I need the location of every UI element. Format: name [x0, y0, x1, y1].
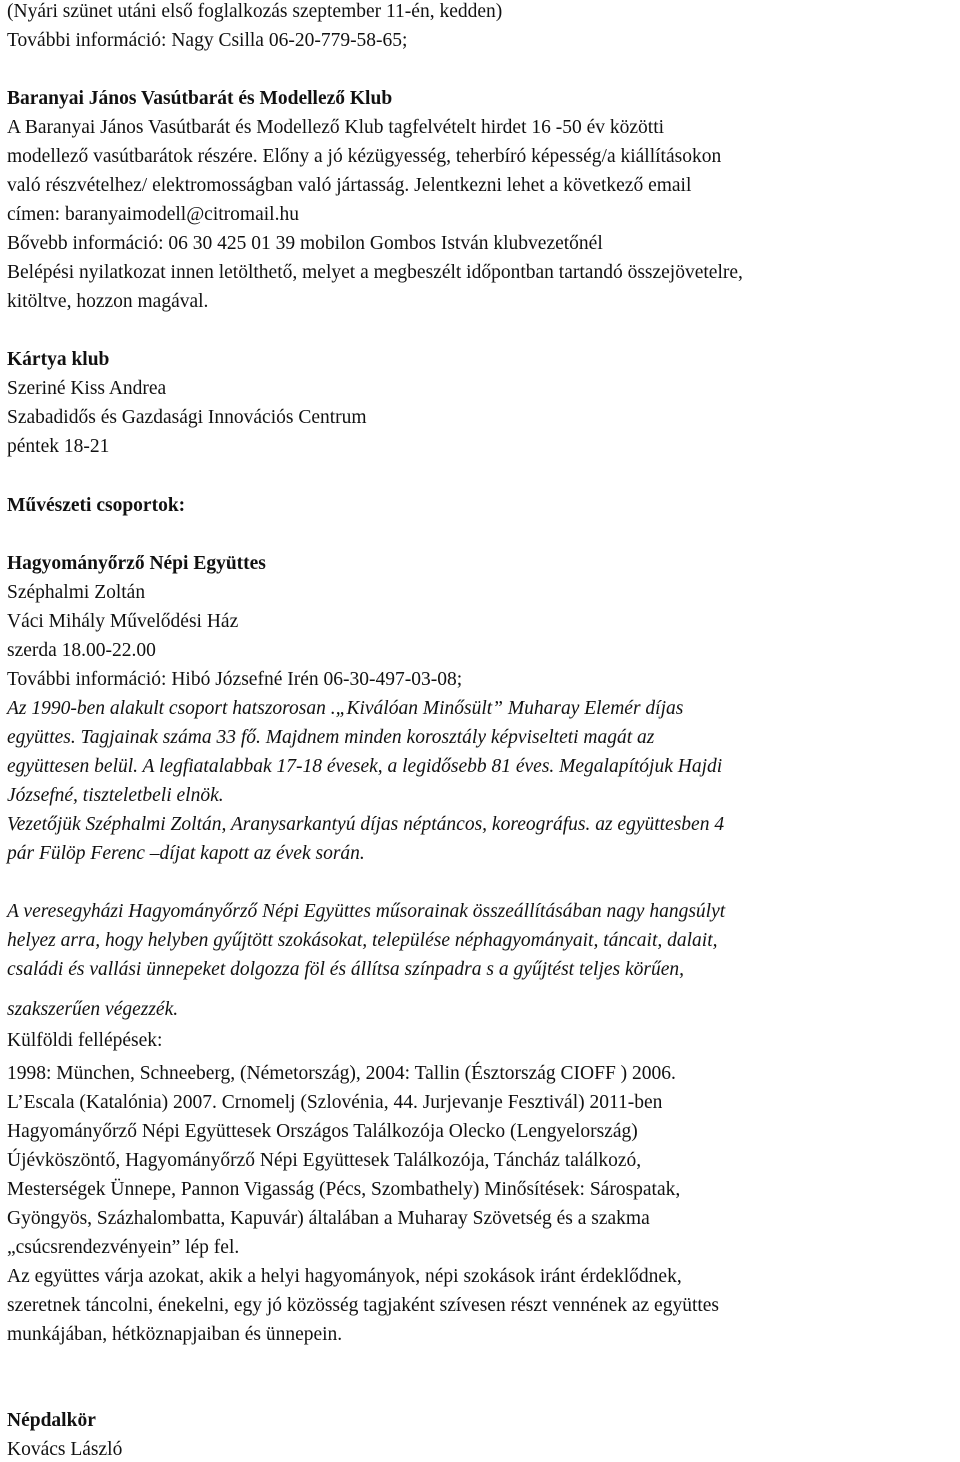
italic-line: A veresegyházi Hagyományőrző Népi Együttes műsorainak összeállításában nagy hangsúlyt: [7, 901, 726, 922]
italic-line: szakszerűen végezzék.: [7, 999, 179, 1020]
paragraph-line: L’Escala (Katalónia) 2007. Crnomelj (Szlovénia, 44. Jurjevanje Fesztivál) 2011-ben: [7, 1092, 663, 1113]
italic-line: Vezetőjük Széphalmi Zoltán, Aranysarkantyú díjas néptáncos, koreográfus. az együttesben 4: [7, 814, 725, 835]
paragraph-line: Az együttes várja azokat, akik a helyi hagyományok, népi szokások iránt érdeklődnek,: [7, 1266, 682, 1287]
paragraph-line: Belépési nyilatkozat innen letölthető, melyet a megbeszélt időpontban tartandó összejövetelre,: [7, 262, 743, 283]
paragraph-line: A Baranyai János Vasútbarát és Modellező Klub tagfelvételt hirdet 16 -50 év közötti: [7, 117, 665, 138]
paragraph-line: Váci Mihály Művelődési Ház: [7, 611, 239, 632]
section-heading-folk-song-circle: Népdalkör: [7, 1410, 96, 1431]
italic-line: helyez arra, hogy helyben gyűjtött szokásokat, települése néphagyományait, táncait, dalait,: [7, 930, 718, 951]
paragraph-line: péntek 18-21: [7, 436, 110, 457]
section-heading-art-groups: Művészeti csoportok:: [7, 495, 186, 516]
paragraph-line: Külföldi fellépések:: [7, 1030, 163, 1051]
section-heading-card-club: Kártya klub: [7, 349, 110, 370]
section-heading-railway-club: Baranyai János Vasútbarát és Modellező Klub: [7, 88, 393, 109]
paragraph-line: Szabadidős és Gazdasági Innovációs Centrum: [7, 407, 367, 428]
paragraph-line: Bővebb információ: 06 30 425 01 39 mobilon Gombos István klubvezetőnél: [7, 233, 603, 254]
paragraph-line: Gyöngyös, Százhalombatta, Kapuvár) általában a Muharay Szövetség és a szakma: [7, 1208, 650, 1229]
italic-line: együttes. Tagjainak száma 33 fő. Majdnem minden korosztály képviselteti magát az: [7, 727, 655, 748]
schedule-note: (Nyári szünet utáni első foglalkozás szeptember 11-én, kedden): [7, 1, 503, 22]
paragraph-line: Széphalmi Zoltán: [7, 582, 146, 603]
paragraph-line: kitöltve, hozzon magával.: [7, 291, 209, 312]
section-heading-folk-ensemble: Hagyományőrző Népi Együttes: [7, 553, 266, 574]
info-contact-line: További információ: Nagy Csilla 06-20-779-58-65;: [7, 30, 408, 51]
email-line: címen: baranyaimodell@citromail.hu: [7, 204, 299, 225]
paragraph-line: munkájában, hétköznapjaiban és ünnepein.: [7, 1324, 343, 1345]
italic-line: családi és vallási ünnepeket dolgozza föl és állítsa színpadra s a gyűjtést teljes körűen,: [7, 959, 685, 980]
paragraph-line: szeretnek táncolni, énekelni, egy jó közösség tagjaként szívesen részt vennének az együttes: [7, 1295, 720, 1316]
paragraph-line: szerda 18.00-22.00: [7, 640, 156, 661]
paragraph-line: Újévköszöntő, Hagyományőrző Népi Együttesek Találkozója, Táncház találkozó,: [7, 1150, 642, 1171]
paragraph-line: Szeriné Kiss Andrea: [7, 378, 167, 399]
paragraph-line: modellező vasútbarátok részére. Előny a jó kézügyesség, teherbíró képesség/a kiállításokon: [7, 146, 722, 167]
paragraph-line: Hagyományőrző Népi Együttesek Országos Találkozója Olecko (Lengyelország): [7, 1121, 638, 1142]
paragraph-line: 1998: München, Schneeberg, (Németország), 2004: Tallin (Észtország CIOFF ) 2006.: [7, 1063, 676, 1084]
paragraph-line: „csúcsrendezvényein” lép fel.: [7, 1237, 240, 1258]
paragraph-line: Mesterségek Ünnepe, Pannon Vigasság (Pécs, Szombathely) Minősítések: Sárospatak,: [7, 1179, 681, 1200]
italic-line: együttesen belül. A legfiatalabbak 17-18 évesek, a legidősebb 81 éves. Megalapítójuk Hajdi: [7, 756, 723, 777]
italic-line: Az 1990-ben alakult csoport hatszorosan .„Kiválóan Minősült” Muharay Elemér díjas: [7, 698, 684, 719]
italic-line: Józsefné, tiszteletbeli elnök.: [7, 785, 224, 806]
italic-line: pár Fülöp Ferenc –díjat kapott az évek során.: [7, 843, 365, 864]
paragraph-line: való részvételhez/ elektromosságban való jártasság. Jelentkezni lehet a következő email: [7, 175, 692, 196]
paragraph-line: Kovács László: [7, 1439, 123, 1460]
paragraph-line: További információ: Hibó Józsefné Irén 06-30-497-03-08;: [7, 669, 463, 690]
